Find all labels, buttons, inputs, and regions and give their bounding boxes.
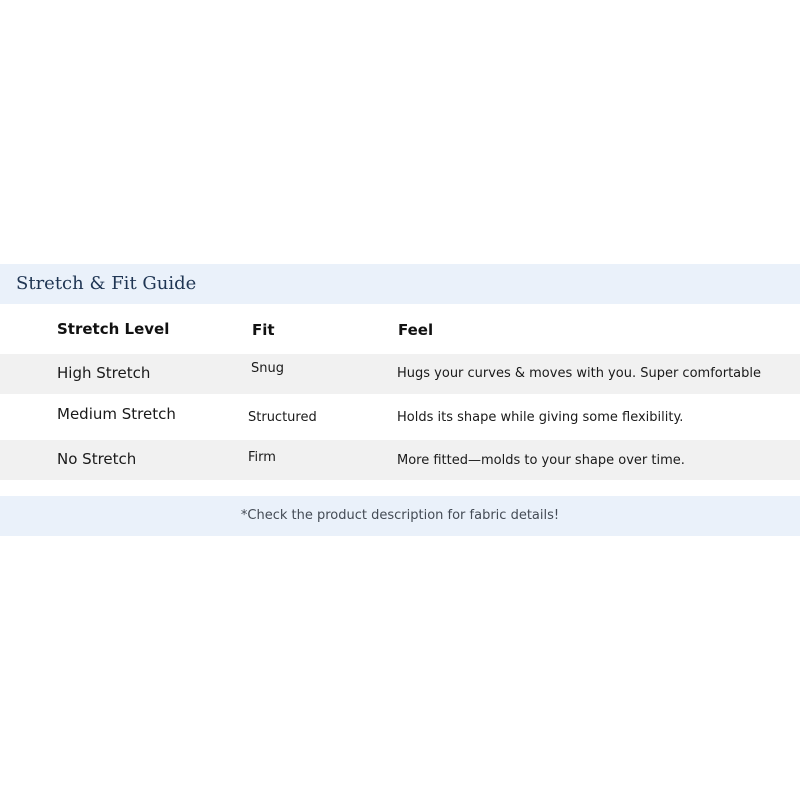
feel-cell: Holds its shape while giving some flexibility.	[397, 410, 684, 425]
footnote-text: *Check the product description for fabric details!	[240, 508, 560, 523]
table-header-row	[0, 304, 800, 354]
column-header-feel: Feel	[398, 321, 434, 339]
table-row-no-stretch	[0, 440, 800, 480]
fit-cell: Firm	[248, 450, 276, 465]
guide-title-bar	[0, 264, 800, 304]
stretch-level-cell: No Stretch	[57, 450, 137, 468]
table-row-medium-stretch	[0, 394, 800, 440]
guide-title: Stretch & Fit Guide	[16, 273, 197, 294]
fit-cell: Structured	[248, 410, 317, 425]
footnote-bar	[0, 496, 800, 536]
fit-cell: Snug	[251, 361, 284, 376]
column-header-stretch-level: Stretch Level	[57, 320, 170, 338]
column-header-fit: Fit	[252, 321, 275, 339]
stretch-level-cell: High Stretch	[57, 364, 151, 382]
stretch-level-cell: Medium Stretch	[57, 405, 176, 423]
table-row-high-stretch	[0, 354, 800, 394]
feel-cell: Hugs your curves & moves with you. Super comfortable	[397, 366, 761, 381]
feel-cell: More fitted—molds to your shape over time.	[397, 453, 685, 468]
